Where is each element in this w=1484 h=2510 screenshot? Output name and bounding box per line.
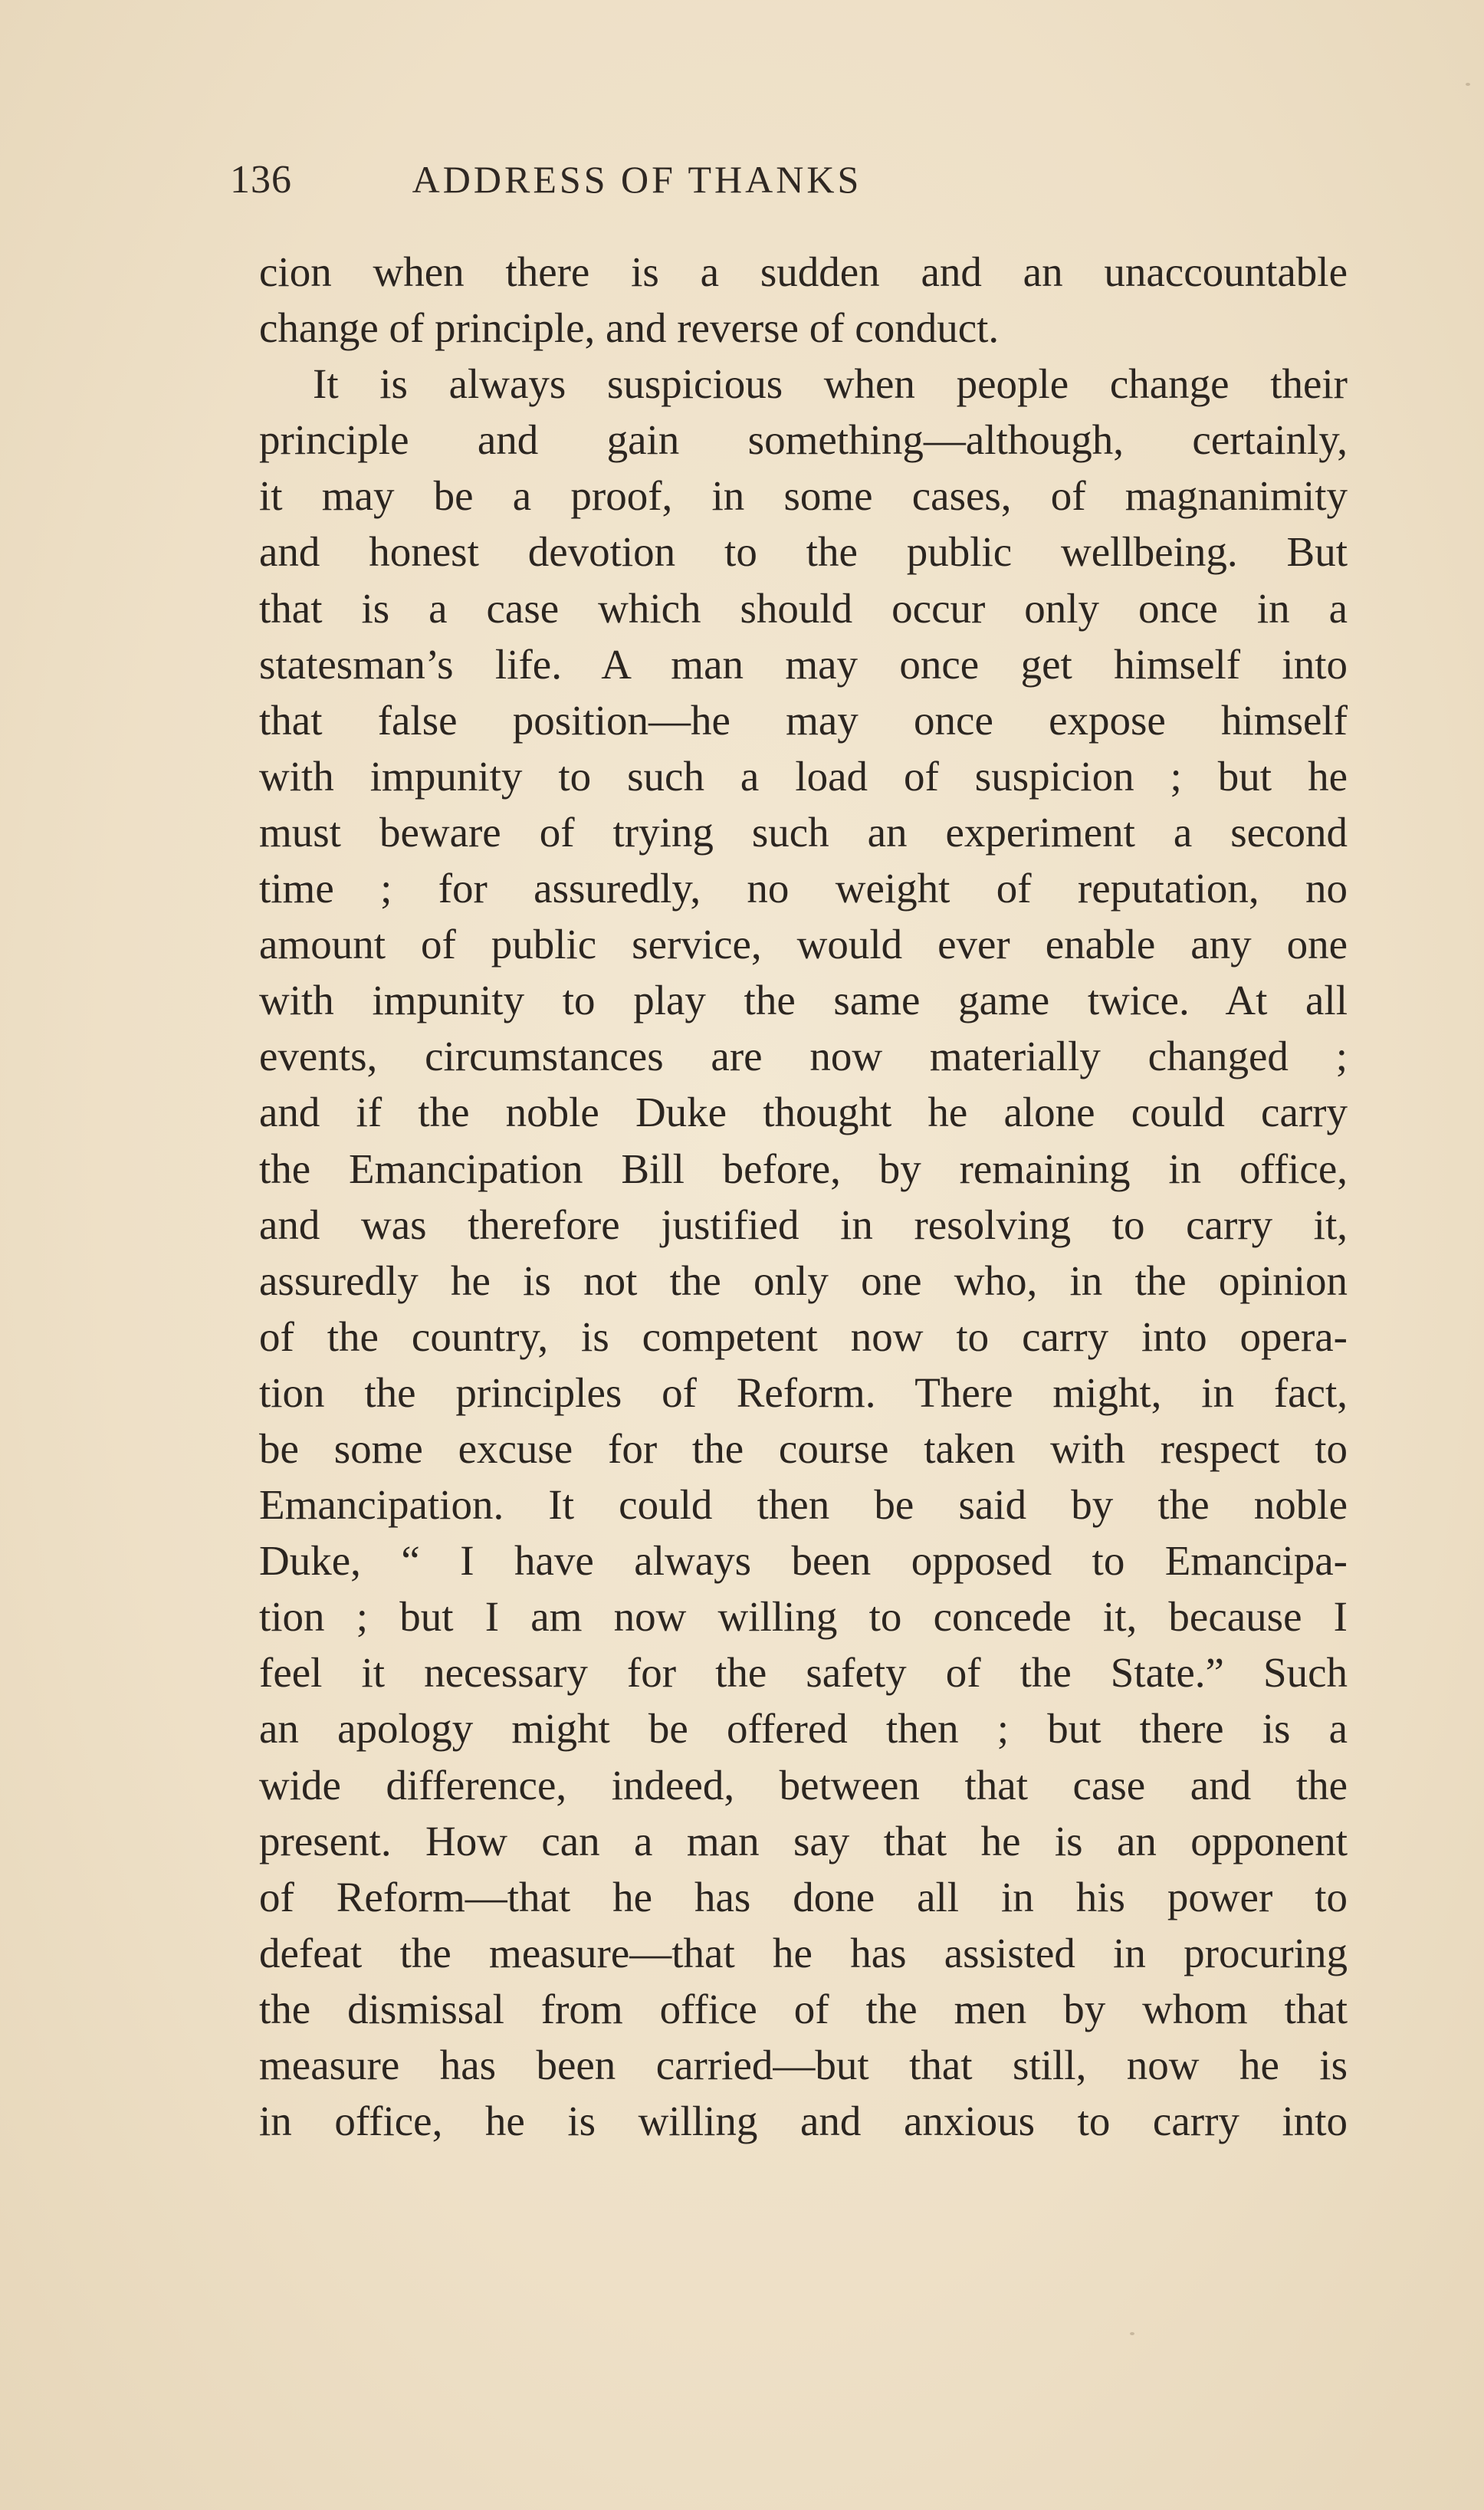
text-line: measure has been carried—but that still, now he is bbox=[259, 2042, 1348, 2088]
running-title: ADDRESS OF THANKS bbox=[412, 158, 862, 201]
text-line: assuredly he is not the only one who, in the opinion bbox=[259, 1257, 1348, 1304]
text-line: of the country, is competent now to carry into opera- bbox=[259, 1312, 1348, 1360]
text-line: time ; for assuredly, no weight of reputation, no bbox=[259, 865, 1348, 912]
text-line: it may be a proof, in some cases, of magnanimity bbox=[259, 472, 1348, 520]
text-line: amount of public service, would ever enable any one bbox=[259, 921, 1348, 968]
text-line: wide difference, indeed, between that case and the bbox=[259, 1761, 1348, 1809]
text-line: the dismissal from office of the men by whom that bbox=[259, 1985, 1348, 2032]
text-line: with impunity to such a load of suspicion ; but he bbox=[259, 752, 1348, 800]
text-line: and if the noble Duke thought he alone could carry bbox=[259, 1089, 1348, 1136]
text-line: Emancipation. It could then be said by the noble bbox=[259, 1481, 1348, 1529]
text-line: the Emancipation Bill before, by remaining in office, bbox=[259, 1145, 1348, 1192]
text-line: and was therefore justified in resolving to carry it, bbox=[259, 1201, 1348, 1248]
text-line: tion ; but I am now willing to concede it, because I bbox=[259, 1593, 1348, 1641]
text-line: change of principle, and reverse of conduct. bbox=[259, 304, 1000, 352]
text-line: It is always suspicious when people change their bbox=[313, 360, 1348, 408]
text-line: present. How can a man say that he is an opponent bbox=[259, 1817, 1348, 1864]
text-line: of Reform—that he has done all in his power to bbox=[259, 1873, 1348, 1920]
text-line: in office, he is willing and anxious to carry into bbox=[259, 2098, 1348, 2145]
text-line: defeat the measure—that he has assisted in procuring bbox=[259, 1929, 1348, 1976]
text-line: with impunity to play the same game twice. At all bbox=[259, 977, 1348, 1024]
paper-speck bbox=[1466, 83, 1470, 86]
text-line: tion the principles of Reform. There might, in fact, bbox=[259, 1368, 1348, 1416]
text-line: cion when there is a sudden and an unaccountable bbox=[259, 248, 1348, 295]
text-line: an apology might be offered then ; but there is a bbox=[259, 1705, 1348, 1753]
page-number: 136 bbox=[230, 158, 292, 202]
text-line: and honest devotion to the public wellbeing. But bbox=[259, 528, 1348, 576]
paper-speck bbox=[1130, 2332, 1134, 2335]
page-header bbox=[230, 157, 1044, 218]
text-line: feel it necessary for the safety of the State.” Such bbox=[259, 1649, 1348, 1697]
text-line: principle and gain something—although, certainly, bbox=[259, 416, 1348, 464]
text-line: statesman’s life. A man may once get himself into bbox=[259, 640, 1348, 688]
text-line: that is a case which should occur only once in a bbox=[259, 584, 1348, 632]
body-text bbox=[259, 244, 1348, 2149]
text-line: must beware of trying such an experiment a second bbox=[259, 808, 1348, 856]
text-line: Duke, “ I have always been opposed to Emancipa- bbox=[259, 1537, 1348, 1585]
text-line: events, circumstances are now materially changed ; bbox=[259, 1033, 1348, 1080]
text-line: that false position—he may once expose himself bbox=[259, 696, 1348, 744]
text-line: be some excuse for the course taken with respect to bbox=[259, 1424, 1348, 1472]
